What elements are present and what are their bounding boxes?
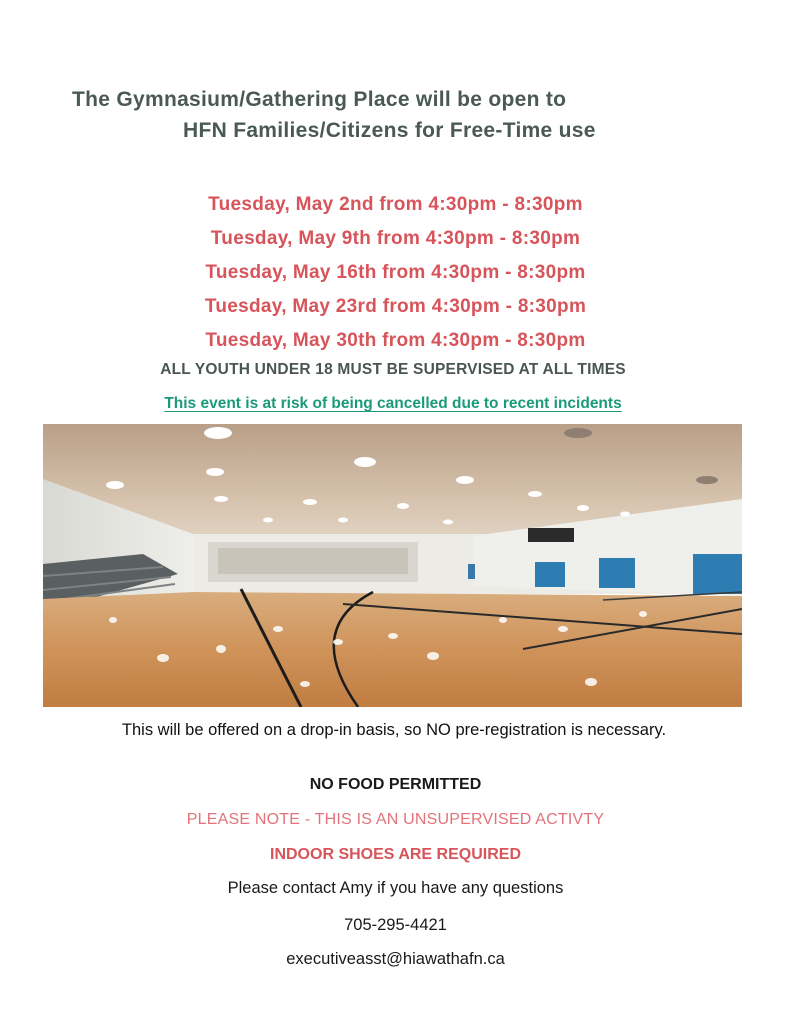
gymnasium-photo [43, 424, 742, 707]
indoor-shoes-notice: INDOOR SHOES ARE REQUIRED [270, 846, 521, 863]
cancellation-risk-text: This event is at risk of being cancelled due to recent incidents [164, 395, 622, 412]
flyer-title-line2: HFN Families/Citizens for Free-Time use [183, 119, 596, 142]
cancellation-risk-notice [0, 395, 786, 413]
contact-line: Please contact Amy if you have any questions [227, 879, 564, 897]
schedule-item: Tuesday, May 2nd from 4:30pm - 8:30pm [208, 194, 583, 215]
unsupervised-notice: PLEASE NOTE - THIS IS AN UNSUPERVISED ACTIVTY [186, 811, 605, 828]
schedule-item: Tuesday, May 9th from 4:30pm - 8:30pm [210, 228, 581, 249]
dropin-info: This will be offered on a drop-in basis, so NO pre-registration is necessary. [121, 721, 667, 739]
contact-email: executiveasst@hiawathafn.ca [286, 950, 505, 968]
schedule-item: Tuesday, May 16th from 4:30pm - 8:30pm [205, 262, 586, 283]
contact-phone: 705-295-4421 [344, 916, 447, 934]
flyer-title-line1: The Gymnasium/Gathering Place will be open to [72, 88, 567, 111]
schedule-item: Tuesday, May 23rd from 4:30pm - 8:30pm [204, 296, 587, 317]
youth-supervision-notice: ALL YOUTH UNDER 18 MUST BE SUPERVISED AT ALL TIMES [160, 361, 626, 378]
schedule-item: Tuesday, May 30th from 4:30pm - 8:30pm [205, 330, 586, 351]
no-food-notice: NO FOOD PERMITTED [309, 776, 482, 793]
schedule-list [0, 188, 791, 358]
